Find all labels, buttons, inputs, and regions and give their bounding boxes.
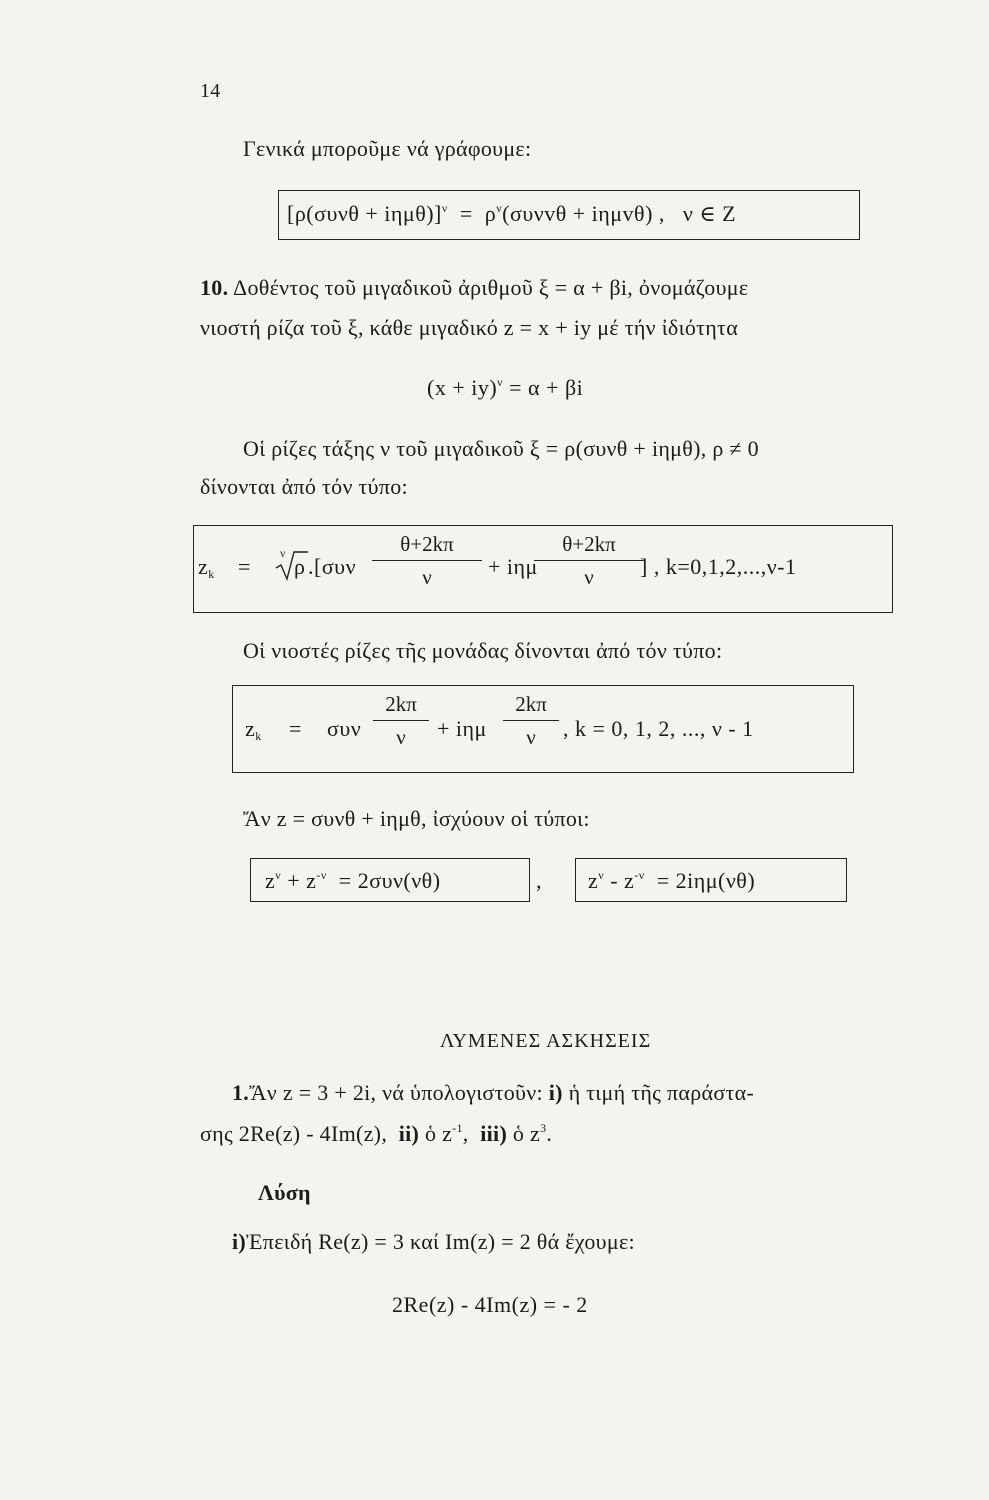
unity-line: Οἱ νιοστές ρίζες τῆς μονάδας δίνονται ἀπό τόν τύπο: — [243, 638, 723, 663]
unity-tail: , k = 0, 1, 2, ..., ν - 1 — [563, 716, 754, 741]
roots-equals: = — [238, 554, 251, 579]
final-equation: 2Re(z) - 4Im(z) = - 2 — [392, 1292, 588, 1317]
demoivre-lhs-exponent: ν — [441, 201, 448, 215]
section-number: 10. — [200, 275, 229, 300]
exercise-1-line1 — [232, 1080, 754, 1106]
exercise-number: 1. — [232, 1080, 250, 1105]
diff-formula — [588, 868, 755, 894]
roots-tail: ] , k=0,1,2,...,ν-1 — [640, 554, 797, 579]
solved-exercises-heading: ΛΥΜΕΝΕΣ ΑΣΚΗΣΕΙΣ — [440, 1030, 652, 1052]
unity-fraction-1 — [373, 692, 429, 750]
root-eq-base: (x + iy) — [427, 375, 498, 400]
demoivre-formula-box — [278, 190, 860, 240]
exercise-1-rest: ἡ τιμή τῆς παράστα- — [568, 1080, 755, 1105]
roots-lhs-subscript: k — [208, 567, 215, 581]
sum-z-exponent: ν — [275, 868, 282, 882]
exercise-1-expression: σης 2Re(z) - 4Im(z), — [200, 1121, 388, 1146]
diff-minus-z: - z — [610, 868, 635, 893]
diff-formula-box — [575, 858, 847, 902]
root-eq-exponent: ν — [497, 375, 504, 389]
roots-fraction-2 — [534, 532, 644, 590]
diff-z-exponent: ν — [598, 868, 605, 882]
section-10-line3: Οἱ ρίζες τάξης ν τοῦ μιγαδικοῦ ξ = ρ(συνθ + iημθ), ρ ≠ 0 — [243, 436, 759, 461]
solution-heading: Λύση — [258, 1180, 311, 1205]
roots-plus-sin: + iημ — [488, 554, 538, 579]
fraction-bar — [373, 720, 429, 721]
demoivre-equals: = — [459, 201, 473, 226]
root-index: ν — [280, 546, 286, 560]
diff-rhs: = 2iημ(νθ) — [656, 868, 756, 893]
demoivre-rhs: (συνvθ + iημvθ) , — [502, 201, 665, 226]
unity-fraction-2-denominator: ν — [526, 725, 536, 749]
sum-formula-box — [250, 858, 530, 902]
solution-line — [232, 1229, 635, 1255]
exercise-1-z-cubed: ὁ z — [512, 1121, 541, 1146]
solution-text: Ἐπειδή Re(z) = 3 καί Im(z) = 2 θά ἔχουμε: — [246, 1229, 635, 1254]
section-10-line1 — [200, 275, 748, 301]
exercise-1-statement: Ἄν z = 3 + 2i, νά ὑπολογιστοῦν: — [249, 1080, 543, 1105]
demoivre-lhs: [ρ(συνθ + iημθ)] — [287, 201, 442, 226]
sum-z-neg-exponent: -ν — [316, 868, 327, 882]
exercise-1-line2 — [200, 1121, 552, 1147]
roots-fraction-2-denominator: ν — [584, 565, 594, 589]
exercise-1-z-inverse: ὁ z — [425, 1121, 453, 1146]
diff-z-neg-exponent: -ν — [634, 868, 645, 882]
exercise-item-i: i) — [548, 1080, 563, 1105]
nth-root-symbol — [274, 548, 308, 588]
roots-cos-label: .[συν — [308, 554, 357, 579]
roots-fraction-2-numerator: θ+2kπ — [562, 532, 616, 556]
unity-lhs-subscript: k — [255, 729, 262, 743]
unity-fraction-2 — [503, 692, 559, 750]
unity-lhs-z: z — [245, 716, 256, 741]
unity-cos-label: συν — [327, 716, 362, 741]
fraction-bar — [503, 720, 559, 721]
exercise-1-period: . — [546, 1121, 553, 1146]
page-number: 14 — [200, 80, 221, 102]
unity-plus-sin: + iημ — [437, 716, 487, 741]
section-10-line2: νιοστή ρίζα τοῦ ξ, κάθε μιγαδικό z = x + iy μέ τήν ἰδιότητα — [200, 315, 739, 340]
unity-fraction-1-denominator: ν — [396, 725, 406, 749]
solution-item-i: i) — [232, 1229, 247, 1254]
demoivre-domain: ν ∈ Z — [682, 201, 737, 226]
fraction-bar — [534, 560, 644, 561]
if-line: Ἄν z = συνθ + iημθ, ἰσχύουν οἱ τύποι: — [243, 806, 590, 831]
intro-line: Γενικά μποροῦμε νά γράφουμε: — [243, 136, 532, 161]
unity-equals: = — [289, 716, 302, 741]
demoivre-rhs-base: ρ — [484, 201, 497, 226]
roots-fraction-1-denominator: ν — [422, 565, 432, 589]
sum-formula — [265, 868, 441, 894]
exercise-item-ii: ii) — [398, 1121, 420, 1146]
exercise-item-iii: iii) — [480, 1121, 508, 1146]
z-cubed-exponent: 3 — [540, 1121, 547, 1135]
root-definition-equation — [427, 375, 583, 401]
formula-separator-comma: , — [536, 868, 542, 893]
sum-z: z — [265, 868, 276, 893]
unity-fraction-1-numerator: 2kπ — [385, 692, 417, 716]
roots-lhs-z: z — [198, 554, 209, 579]
z-inverse-exponent: -1 — [452, 1121, 463, 1135]
root-eq-rhs: = α + βi — [509, 375, 584, 400]
unity-lhs — [245, 716, 262, 742]
sum-rhs: = 2συν(νθ) — [338, 868, 441, 893]
roots-fraction-1 — [372, 532, 482, 590]
sum-plus-z: + z — [287, 868, 317, 893]
roots-formula-box — [193, 525, 893, 613]
diff-z: z — [588, 868, 599, 893]
roots-lhs — [198, 554, 215, 580]
demoivre-formula — [287, 201, 736, 227]
exercise-1-comma: , — [462, 1121, 469, 1146]
demoivre-rhs-exponent: ν — [496, 201, 503, 215]
fraction-bar — [372, 560, 482, 561]
section-10-text-1: Δοθέντος τοῦ μιγαδικοῦ ἀριθμοῦ ξ = α + βi, ὀνομάζουμε — [233, 275, 749, 300]
radicand: ρ — [294, 554, 305, 579]
unity-fraction-2-numerator: 2kπ — [515, 692, 547, 716]
unity-formula-box — [232, 685, 854, 773]
section-10-line4: δίνονται ἀπό τόν τύπο: — [200, 474, 408, 499]
roots-fraction-1-numerator: θ+2kπ — [400, 532, 454, 556]
